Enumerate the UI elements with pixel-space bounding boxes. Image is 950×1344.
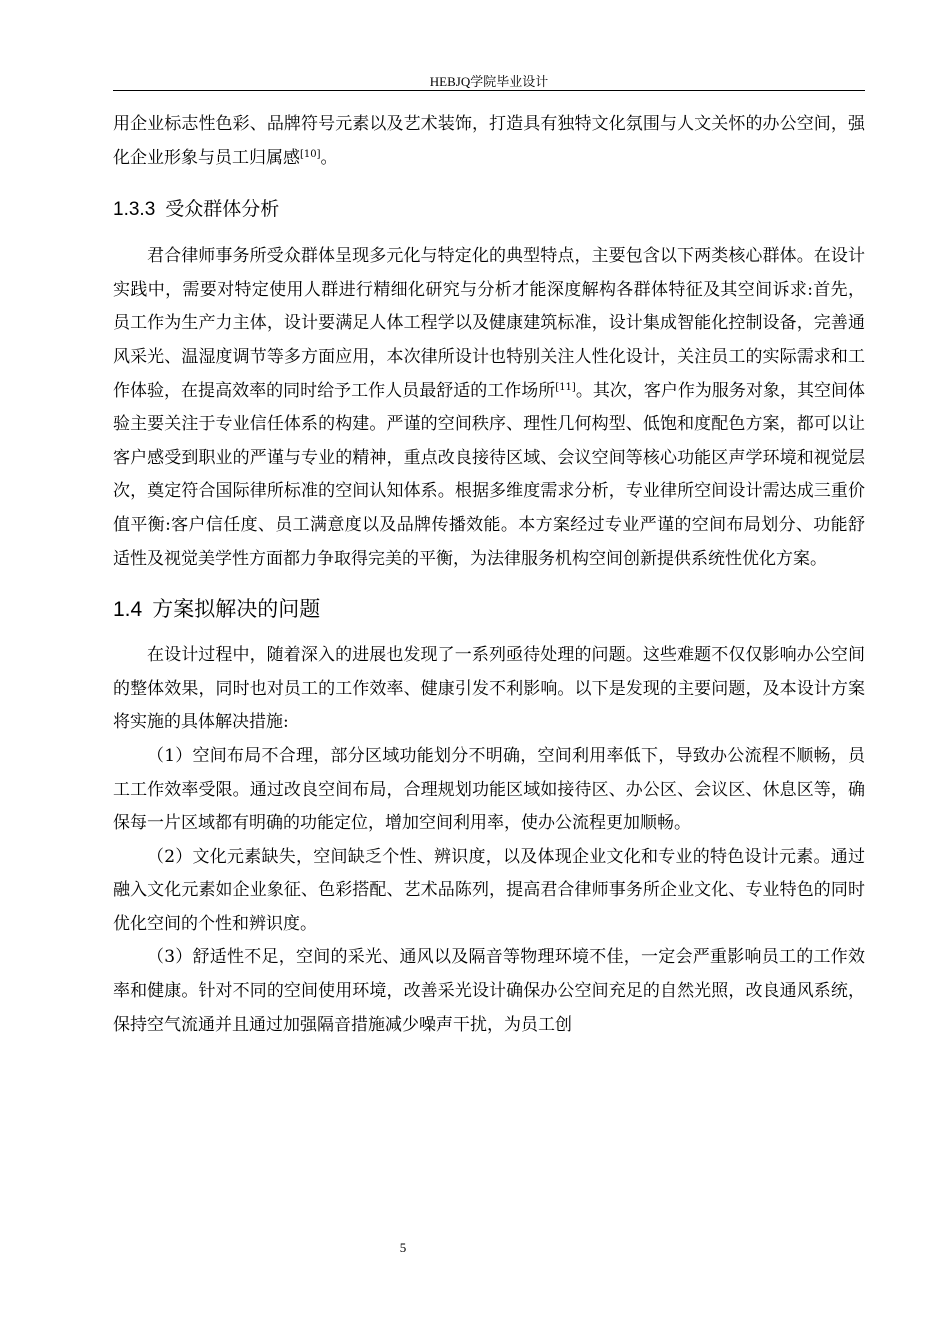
paragraph-text: 用企业标志性色彩、品牌符号元素以及艺术装饰，打造具有独特文化氛围与人文关怀的办公空间，强化企业形象与员工归属感 [113,114,865,168]
page-body [113,108,865,1042]
paragraph-continuation [113,108,865,175]
section-number: 1.3.3 [113,199,156,221]
section-title: 方案拟解决的问题 [152,597,321,622]
section-title: 受众群体分析 [165,198,280,221]
paragraph-audience [113,240,865,576]
section-number: 1.4 [113,598,143,622]
paragraph-tail: 。 [320,147,338,168]
header-rule [113,90,865,91]
paragraph-tail: 。其次，客户作为服务对象，其空间体验主要关注于专业信任体系的构建。严谨的空间秩序、理性几何构型、低饱和度配色方案，都可以让客户感受到职业的严谨与专业的精神，重点改良接待区域、会议空间等核心功能区声学环境和视觉层次，奠定符合国际律所标准的空间认知体系。根据多维度需求分析，专业律所空间设计需达成三重价值平衡:客户信任度、员工满意度以及品牌传播效能。本方案经过专业严谨的空间布局划分、功能舒适性及视觉美学性方面都力争取得完美的平衡，为法律服务机构空间创新提供系统性优化方案。 [113,380,866,569]
paragraph-intro: 在设计过程中，随着深入的进展也发现了一系列亟待处理的问题。这些难题不仅仅影响办公空间的整体效果，同时也对员工的工作效率、健康引发不利影响。以下是发现的主要问题，及本设计方案将实施的具体解决措施: [113,645,865,733]
section-heading-1-4 [113,592,865,627]
paragraph-text: 君合律师事务所受众群体呈现多元化与特定化的典型特点，主要包含以下两类核心群体。在设计实践中，需要对特定使用人群进行精细化研究与分析才能深度解构各群体特征及其空间诉求:首先，员工作为生产力主体，设计要满足人体工程学以及健康建筑标准，设计集成智能化控制设备，完善通风采光、温湿度调节等多方面应用，本次律所设计也特别关注人性化设计，关注员工的实际需求和工作体验，在提高效率的同时给予工作人员最舒适的工作场所 [113,246,865,401]
section-heading-1-3-3 [113,193,865,226]
citation: [11] [555,381,576,393]
list-item-1: （1）空间布局不合理，部分区域功能划分不明确，空间利用率低下，导致办公流程不顺畅，员工工作效率受限。通过改良空间布局，合理规划功能区域如接待区、办公区、会议区、休息区等，确保每一片区域都有明确的功能定位，增加空间利用率，使办公流程更加顺畅。 [113,745,865,834]
page-number: 5 [399,1240,407,1255]
running-header: HEBJQ学院毕业设计 [429,74,549,89]
list-item-3: （3）舒适性不足，空间的采光、通风以及隔音等物理环境不佳，一定会严重影响员工的工作效率和健康。针对不同的空间使用环境，改善采光设计确保办公空间充足的自然光照，改良通风系统，保持空气流通并且通过加强隔音措施减少噪声干扰，为员工创 [113,947,865,1035]
citation: [10] [300,148,321,160]
list-item-2: （2）文化元素缺失，空间缺乏个性、辨识度，以及体现企业文化和专业的特色设计元素。通过融入文化元素如企业象征、色彩搭配、艺术品陈列，提高君合律师事务所企业文化、专业特色的同时优化空间的个性和辨识度。 [113,846,865,934]
